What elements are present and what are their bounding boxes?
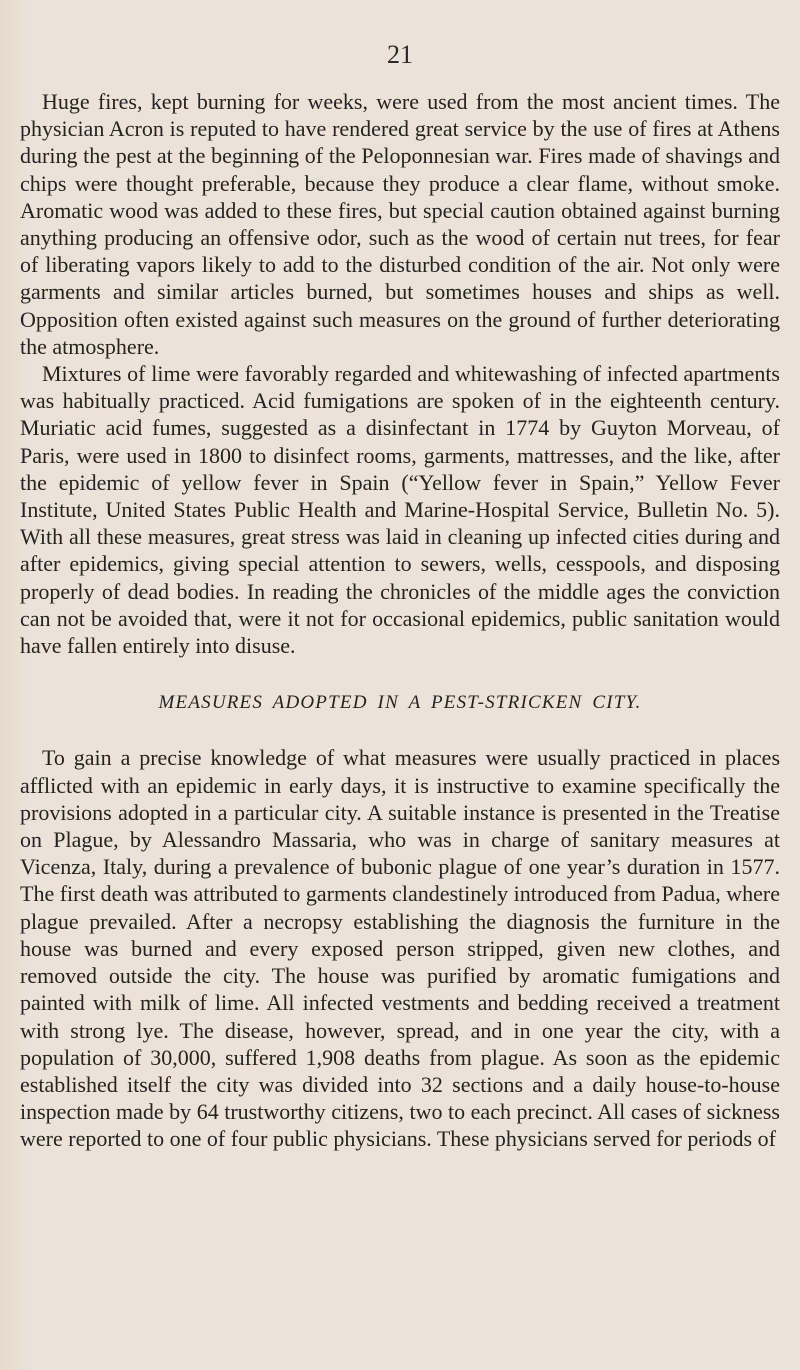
paragraph-fires: Huge fires, kept burning for weeks, were used from the most ancient times. The physician Acron is reputed to have rendered great service by the use of fires at Athens during the pest at the beginning of the Peloponnesian war. Fires made of shavings and chips were thought preferable, because they produce a clear flame, without smoke. Aromatic wood was added to these fires, but special caution obtained against burning anything producing an offensive odor, such as the wood of certain nut trees, for fear of liberating vapors likely to add to the disturbed condition of the air. Not only were garments and similar articles burned, but sometimes houses and ships as well. Opposition often existed against such measures on the ground of further deteriorating the atmosphere. [20,89,780,359]
paragraph-vicenza: To gain a precise knowledge of what measures were usually practiced in places afflicted with an epidemic in early days, it is instructive to examine specifically the provisions adopted in a particular city. A suitable instance is presented in the Treatise on Plague, by Alessandro Massaria, who was in charge of sanitary measures at Vicenza, Italy, during a prevalence of bubonic plague of one year’s duration in 1577. The first death was attributed to garments clandestinely introduced from Padua, where plague prevailed. After a necropsy establishing the diagnosis the furniture in the house was burned and every exposed person stripped, given new clothes, and removed outside the city. The house was purified by aromatic fumigations and painted with milk of lime. All infected vestments and bedding received a treatment with strong lye. The disease, however, spread, and in one year the city, with a population of 30,000, suffered 1,908 deaths from plague. As soon as the epidemic established itself the city was divided into 32 sections and a daily house-to-house inspection made by 64 trustworthy citizens, two to each precinct. All cases of sickness were reported to one of four public physicians. These physicians served for periods of [20,745,780,1152]
section-heading: MEASURES ADOPTED IN A PEST-STRICKEN CITY. [158,692,642,714]
body-text [20,88,780,1153]
page-number: 21 [387,40,413,69]
paragraph-lime-and-acid: Mixtures of lime were favorably regarded and whitewashing of infected apartments was habitually practiced. Acid fumigations are spoken of in the eighteenth century. Muriatic acid fumes, suggested as a disinfectant in 1774 by Guyton Morveau, of Paris, were used in 1800 to disinfect rooms, garments, mattresses, and the like, after the epidemic of yellow fever in Spain (“Yellow fever in Spain,” Yellow Fever Institute, United States Public Health and Marine-Hospital Service, Bulletin No. 5). With all these measures, great stress was laid in cleaning up infected cities during and after epidemics, giving special attention to sewers, wells, cesspools, and disposing properly of dead bodies. In reading the chronicles of the middle ages the conviction can not be avoided that, were it not for occasional epidemics, public sanitation would have fallen entirely into disuse. [20,361,780,659]
